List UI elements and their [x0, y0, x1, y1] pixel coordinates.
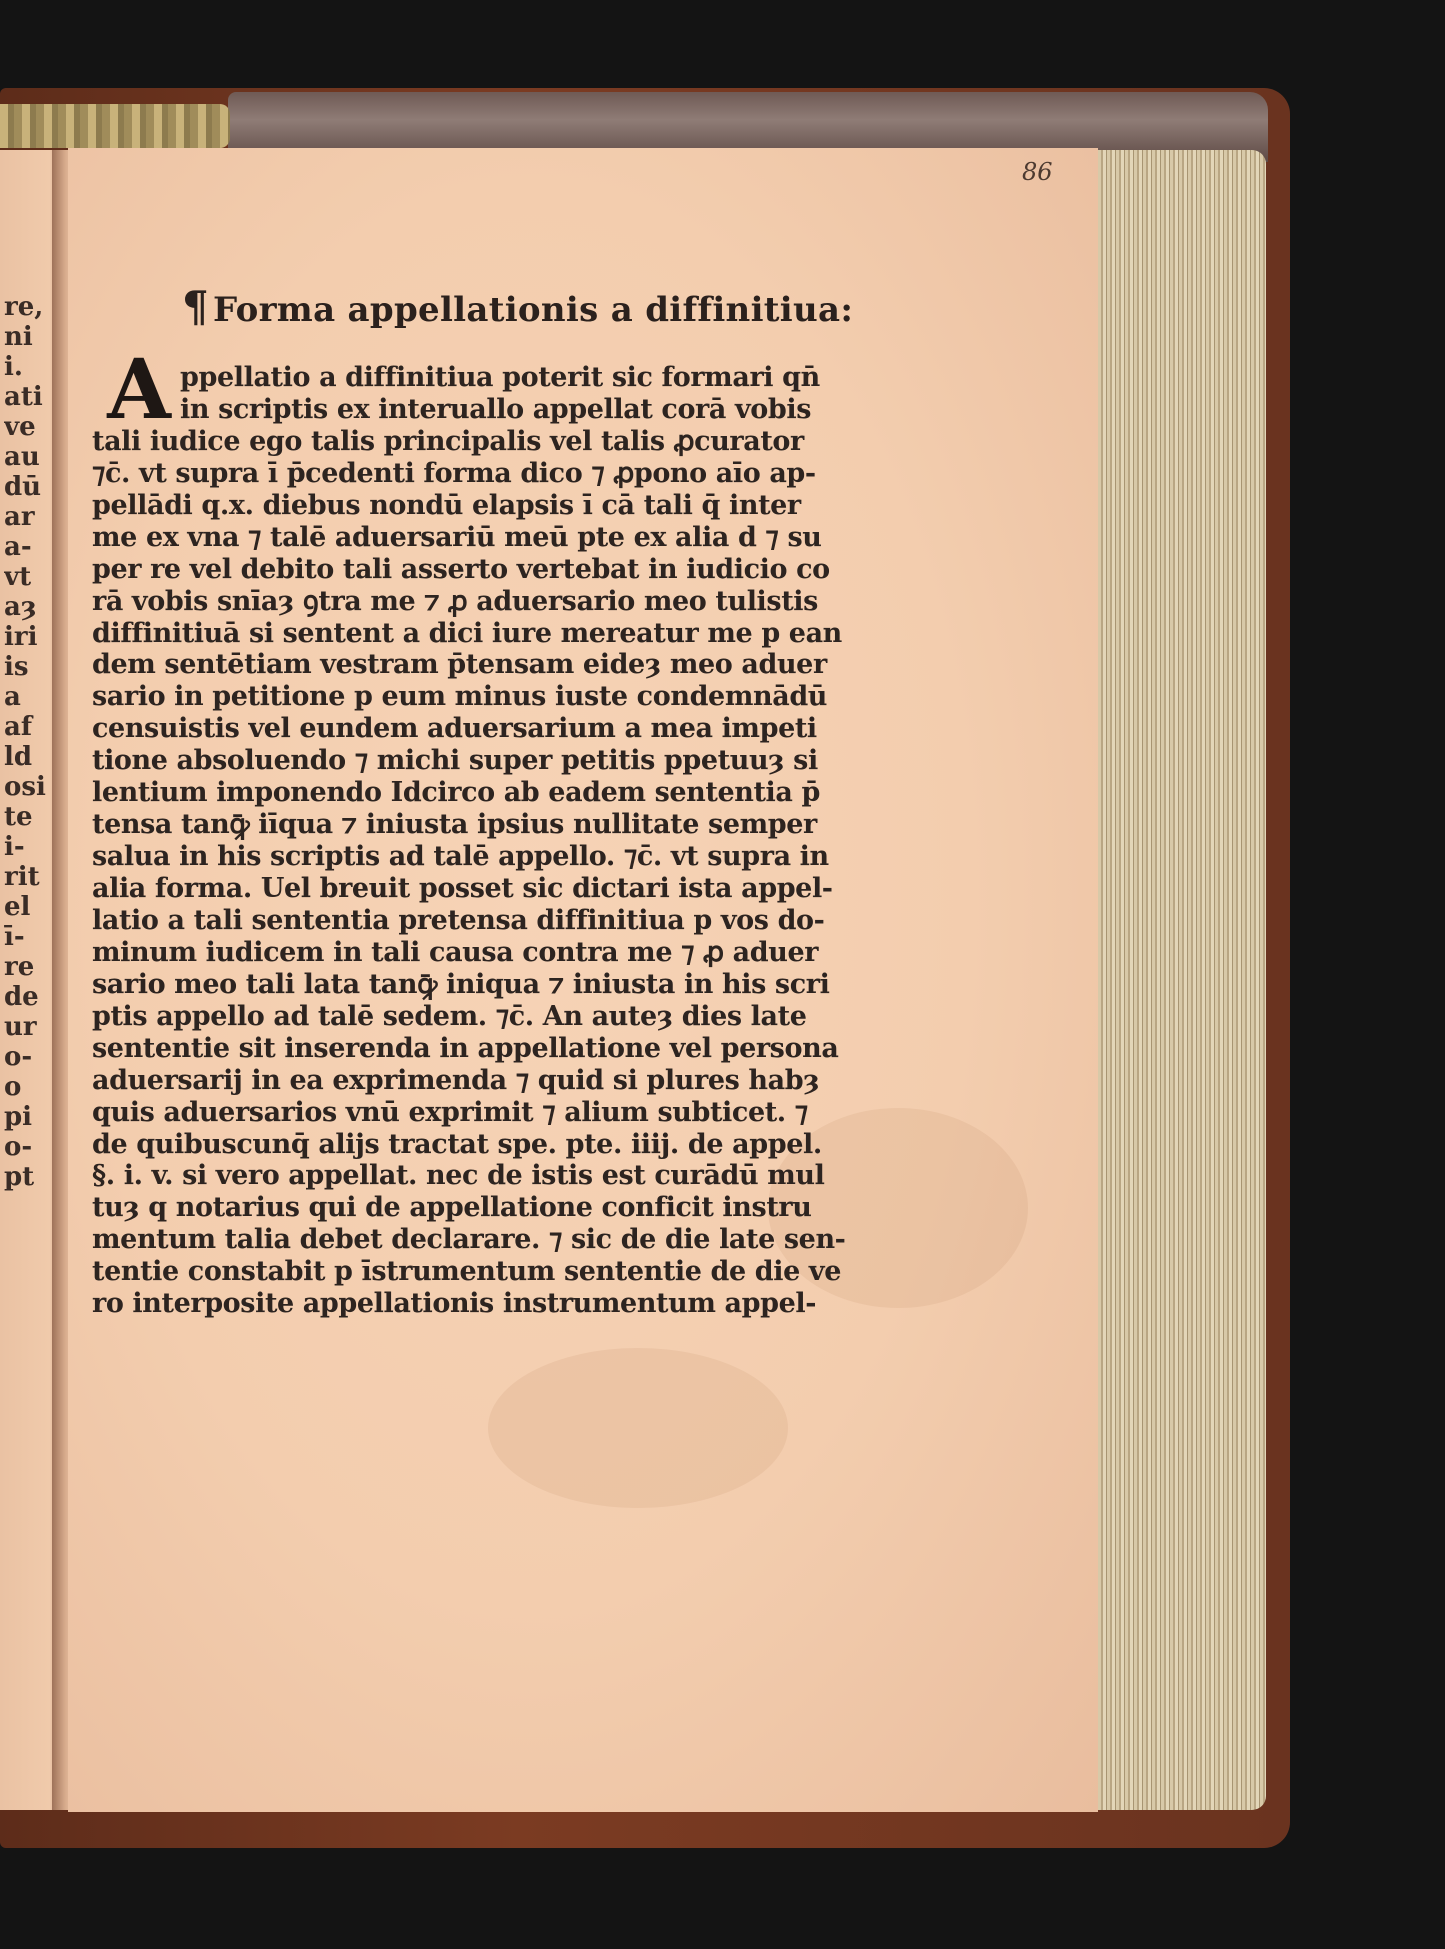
left-page-fragment: aȝ [4, 592, 37, 622]
left-page-fragment: pi [4, 1102, 33, 1132]
pilcrow-mark: ¶ [182, 282, 210, 331]
section-heading [182, 282, 853, 331]
text-line: diffinitiuā si sentent a dici iure mereatur me p ean [92, 617, 842, 649]
left-page-fragment: re [4, 952, 35, 982]
left-page-fragment: ve [4, 412, 36, 442]
text-line: in scriptis ex interuallo appellat corā vobis [180, 393, 812, 425]
text-line: ⁊c̄. vt supra ī p̄cedenti forma dico ⁊ ꝓpono aīo ap- [92, 457, 816, 489]
left-page-fragment: ī- [4, 922, 25, 952]
left-page-fragment: af [4, 712, 33, 742]
left-page-fragment: de [4, 982, 39, 1012]
left-page-fragment: is [4, 652, 29, 682]
text-line: rā vobis snīaȝ ꝯtra me ⁊ ꝓ aduersario meo tulistis [92, 585, 818, 617]
left-page-fragment: ar [4, 502, 35, 532]
left-page-fragment: te [4, 802, 33, 832]
text-line: mentum talia debet declarare. ⁊ sic de die late sen- [92, 1224, 846, 1256]
text-line: tentie constabit p īstrumentum sententie de die ve [92, 1256, 841, 1288]
left-page-fragment: ld [4, 742, 33, 772]
text-line: tensa tanꝙ̄ iīqua ⁊ iniusta ipsius nullitate semper [92, 809, 817, 841]
left-page-fragment: pt [4, 1162, 35, 1192]
left-page-fragment: dū [4, 472, 42, 502]
left-page-fragment: a- [4, 532, 32, 562]
text-line: censuistis vel eundem aduersarium a mea impeti [92, 713, 817, 745]
text-line: tuȝ q notarius qui de appellatione conficit instru [92, 1192, 812, 1224]
text-line: dem sentētiam vestram p̄tensam eideȝ meo aduer [92, 649, 827, 681]
text-line: per re vel debito tali asserto vertebat in iudicio co [92, 553, 830, 585]
text-line: quis aduersarios vnū exprimit ⁊ alium subticet. ⁊ [92, 1096, 808, 1128]
left-page-fragment: ni [4, 322, 33, 352]
left-page-fragment: vt [4, 562, 32, 592]
text-line: tione absoluendo ⁊ michi super petitis ppetuuȝ si [92, 745, 818, 777]
text-line: alia forma. Uel breuit posset sic dictari ista appel- [92, 873, 833, 904]
text-line: sario meo tali lata tanꝙ̄ iniqua ⁊ iniusta in his scri [92, 968, 830, 1000]
left-page-fragment: re, [4, 292, 44, 322]
text-line: ppellatio a diffinitiua poterit sic formari qn̄ [180, 362, 820, 393]
text-line: ptis appello ad talē sedem. ⁊c̄. An auteȝ dies late [92, 1000, 807, 1032]
text-line: lentium imponendo Idcirco ab eadem sententia p̄ [92, 777, 820, 809]
left-page-fragment: a [4, 682, 21, 712]
page-fore-edge [1080, 150, 1266, 1810]
text-line: de quibuscunq̄ alijs tractat spe. pte. iiij. de appel. [92, 1128, 822, 1160]
text-line: sario in petitione p eum minus iuste condemnādū [92, 681, 828, 713]
left-page-fragment: iri [4, 622, 38, 652]
left-page-fragment: rit [4, 862, 40, 892]
left-page-fragment: ur [4, 1012, 37, 1042]
left-page-fragment: i- [4, 832, 25, 862]
left-page-fragment: o [4, 1072, 22, 1102]
folio-number: 86 [1022, 158, 1053, 186]
text-line: tali iudice ego talis principalis vel talis ꝓcurator [92, 425, 804, 457]
text-line: ro interposite appellationis instrumentum appel- [92, 1288, 817, 1320]
decorated-initial: A [107, 342, 171, 438]
text-line: latio a tali sententia pretensa diffinitiua p vos do- [92, 904, 825, 936]
text-line: minum iudicem in tali causa contra me ⁊ ꝓ aduer [92, 936, 819, 968]
left-page-text-fragments [4, 292, 58, 1192]
left-page-fragment: au [4, 442, 40, 472]
book-headband [0, 104, 230, 148]
section-heading-text: Forma appellationis a diffinitiua: [213, 290, 854, 330]
left-page-fragment: i. [4, 352, 23, 382]
text-line: sententie sit inserenda in appellatione vel persona [92, 1032, 839, 1064]
foxing-stain [488, 1348, 788, 1508]
left-page-fragment: ati [4, 382, 43, 412]
left-page-fragment: o- [4, 1132, 33, 1162]
text-line: aduersarij in ea exprimenda ⁊ quid si plures habȝ [92, 1064, 820, 1096]
body-text [92, 362, 846, 1320]
text-line: pellādi q.x. diebus nondū elapsis ī cā tali q̄ inter [92, 489, 801, 521]
text-line: §. i. v. si vero appellat. nec de istis est curādū mul [92, 1160, 825, 1192]
left-page-fragment: o- [4, 1042, 33, 1072]
left-page-fragment: osi [4, 772, 46, 802]
text-line: me ex vna ⁊ talē aduersariū meū pte ex alia d ⁊ su [92, 521, 822, 553]
left-page-fragment: el [4, 892, 31, 922]
text-line: salua in his scriptis ad talē appello. ⁊c̄. vt supra in [92, 841, 829, 873]
